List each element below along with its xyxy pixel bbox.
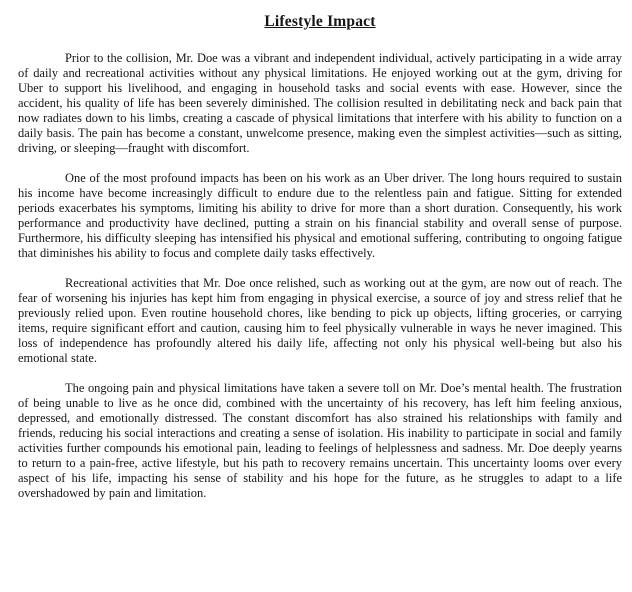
paragraph-pre-collision-lifestyle: Prior to the collision, Mr. Doe was a vibrant and independent individual, actively participating in a wide array of daily and recreational activities without any physical limitations. He enjoyed working out at the gym, driving for Uber to support his livelihood, and engaging in household tasks and social events with ease. However, since the accident, his quality of life has been severely diminished. The collision resulted in debilitating neck and back pain that now radiates down to his limbs, creating a cascade of physical limitations that interfere with his ability to function on a daily basis. The pain has become a constant, unwelcome presence, making even the simplest activities—such as sitting, driving, or sleeping—fraught with discomfort. [18, 51, 622, 155]
paragraph-work-impact: One of the most profound impacts has been on his work as an Uber driver. The long hours required to sustain his income have become increasingly difficult to endure due to the relentless pain and fatigue. Sitting for extended periods exacerbates his symptoms, limiting his ability to drive for more than a short duration. Consequently, his work performance and productivity have declined, putting a strain on his financial stability and overall sense of purpose. Furthermore, his difficulty sleeping has intensified his physical and emotional suffering, contributing to ongoing fatigue that diminishes his ability to focus and complete daily tasks effectively. [18, 171, 622, 260]
paragraph-mental-health-impact: The ongoing pain and physical limitations have taken a severe toll on Mr. Doe’s mental health. The frustration of being unable to live as he once did, combined with the uncertainty of his recovery, has left him feeling anxious, depressed, and emotionally distressed. The constant discomfort has also strained his relationships with family and friends, reducing his social interactions and creating a sense of isolation. His inability to participate in social and family activities further compounds his emotional pain, leading to feelings of helplessness and sadness. Mr. Doe deeply yearns to return to a pain-free, active lifestyle, but his path to recovery remains uncertain. This uncertainty looms over every aspect of his life, impacting his sense of stability and his hope for the future, as he struggles to adapt to a life overshadowed by pain and limitation. [18, 381, 622, 500]
paragraph-recreational-impact: Recreational activities that Mr. Doe once relished, such as working out at the gym, are now out of reach. The fear of worsening his injuries has kept him from engaging in physical exercise, a source of joy and stress relief that he previously relied upon. Even routine household chores, like bending to pick up objects, lifting groceries, or carrying items, require significant effort and caution, causing him to feel physically vulnerable in ways he never imagined. This loss of independence has profoundly altered his daily life, affecting not only his physical well-being but also his emotional state. [18, 276, 622, 365]
document-title: Lifestyle Impact [264, 13, 376, 30]
document-body [18, 51, 622, 501]
